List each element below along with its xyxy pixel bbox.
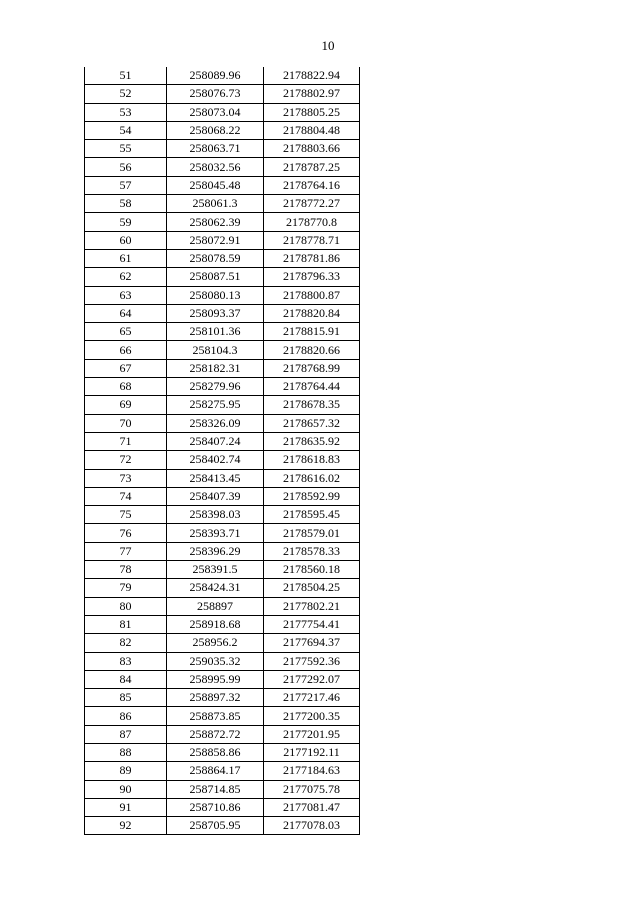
x-coordinate-cell: 258073.04 [167,103,264,121]
x-coordinate-cell: 258413.45 [167,469,264,487]
x-coordinate-cell: 258918.68 [167,615,264,633]
point-number-cell: 64 [85,304,167,322]
point-number-cell: 78 [85,561,167,579]
y-coordinate-cell: 2177292.07 [264,670,360,688]
y-coordinate-cell: 2178504.25 [264,579,360,597]
point-number-cell: 80 [85,597,167,615]
x-coordinate-cell: 258897 [167,597,264,615]
table-row [85,743,360,761]
x-coordinate-cell: 258078.59 [167,249,264,267]
x-coordinate-cell: 258956.2 [167,634,264,652]
y-coordinate-cell: 2178803.66 [264,140,360,158]
table-row [85,597,360,615]
point-number-cell: 86 [85,707,167,725]
table-row [85,378,360,396]
y-coordinate-cell: 2178616.02 [264,469,360,487]
table-row [85,231,360,249]
table-row [85,615,360,633]
y-coordinate-cell: 2177075.78 [264,780,360,798]
table-row [85,414,360,432]
y-coordinate-cell: 2178579.01 [264,524,360,542]
point-number-cell: 68 [85,378,167,396]
x-coordinate-cell: 258093.37 [167,304,264,322]
table-row [85,323,360,341]
y-coordinate-cell: 2178764.44 [264,378,360,396]
y-coordinate-cell: 2178805.25 [264,103,360,121]
table-row [85,579,360,597]
x-coordinate-cell: 258407.24 [167,432,264,450]
table-row [85,396,360,414]
table-row [85,689,360,707]
x-coordinate-cell: 258872.72 [167,725,264,743]
page-number: 10 [321,38,335,53]
x-coordinate-cell: 258089.96 [167,67,264,85]
point-number-cell: 66 [85,341,167,359]
y-coordinate-cell: 2177694.37 [264,634,360,652]
point-number-cell: 79 [85,579,167,597]
x-coordinate-cell: 258710.86 [167,798,264,816]
table-row [85,121,360,139]
y-coordinate-cell: 2178772.27 [264,195,360,213]
x-coordinate-cell: 258705.95 [167,817,264,835]
point-number-cell: 88 [85,743,167,761]
x-coordinate-cell: 258396.29 [167,542,264,560]
y-coordinate-cell: 2178820.84 [264,304,360,322]
table-row [85,158,360,176]
x-coordinate-cell: 258995.99 [167,670,264,688]
point-number-cell: 73 [85,469,167,487]
x-coordinate-cell: 258104.3 [167,341,264,359]
x-coordinate-cell: 258858.86 [167,743,264,761]
y-coordinate-cell: 2178820.66 [264,341,360,359]
table-row [85,67,360,85]
x-coordinate-cell: 258076.73 [167,85,264,103]
point-number-cell: 54 [85,121,167,139]
y-coordinate-cell: 2178657.32 [264,414,360,432]
point-number-cell: 52 [85,85,167,103]
table-row [85,341,360,359]
y-coordinate-cell: 2178796.33 [264,268,360,286]
table-row [85,524,360,542]
x-coordinate-cell: 258714.85 [167,780,264,798]
x-coordinate-cell: 258873.85 [167,707,264,725]
point-number-cell: 65 [85,323,167,341]
x-coordinate-cell: 258393.71 [167,524,264,542]
y-coordinate-cell: 2177201.95 [264,725,360,743]
y-coordinate-cell: 2178778.71 [264,231,360,249]
point-number-cell: 87 [85,725,167,743]
y-coordinate-cell: 2177802.21 [264,597,360,615]
x-coordinate-cell: 259035.32 [167,652,264,670]
y-coordinate-cell: 2177217.46 [264,689,360,707]
point-number-cell: 72 [85,451,167,469]
y-coordinate-cell: 2178578.33 [264,542,360,560]
y-coordinate-cell: 2178560.18 [264,561,360,579]
table-row [85,780,360,798]
y-coordinate-cell: 2177200.35 [264,707,360,725]
coordinate-table-body [85,67,360,835]
point-number-cell: 71 [85,432,167,450]
x-coordinate-cell: 258182.31 [167,359,264,377]
point-number-cell: 75 [85,506,167,524]
table-row [85,85,360,103]
point-number-cell: 58 [85,195,167,213]
x-coordinate-cell: 258275.95 [167,396,264,414]
point-number-cell: 77 [85,542,167,560]
y-coordinate-cell: 2178678.35 [264,396,360,414]
table-row [85,634,360,652]
y-coordinate-cell: 2178781.86 [264,249,360,267]
x-coordinate-cell: 258061.3 [167,195,264,213]
point-number-cell: 69 [85,396,167,414]
x-coordinate-cell: 258063.71 [167,140,264,158]
table-row [85,176,360,194]
y-coordinate-cell: 2178595.45 [264,506,360,524]
y-coordinate-cell: 2177754.41 [264,615,360,633]
point-number-cell: 70 [85,414,167,432]
x-coordinate-cell: 258407.39 [167,487,264,505]
point-number-cell: 53 [85,103,167,121]
x-coordinate-cell: 258080.13 [167,286,264,304]
table-row [85,561,360,579]
y-coordinate-cell: 2178800.87 [264,286,360,304]
y-coordinate-cell: 2178770.8 [264,213,360,231]
point-number-cell: 92 [85,817,167,835]
y-coordinate-cell: 2178768.99 [264,359,360,377]
y-coordinate-cell: 2177592.36 [264,652,360,670]
y-coordinate-cell: 2178804.48 [264,121,360,139]
point-number-cell: 51 [85,67,167,85]
x-coordinate-cell: 258068.22 [167,121,264,139]
y-coordinate-cell: 2178815.91 [264,323,360,341]
table-row [85,707,360,725]
point-number-cell: 83 [85,652,167,670]
point-number-cell: 55 [85,140,167,158]
point-number-cell: 82 [85,634,167,652]
x-coordinate-cell: 258062.39 [167,213,264,231]
x-coordinate-cell: 258398.03 [167,506,264,524]
x-coordinate-cell: 258072.91 [167,231,264,249]
point-number-cell: 89 [85,762,167,780]
point-number-cell: 63 [85,286,167,304]
table-row [85,195,360,213]
x-coordinate-cell: 258391.5 [167,561,264,579]
y-coordinate-cell: 2178635.92 [264,432,360,450]
y-coordinate-cell: 2177081.47 [264,798,360,816]
point-number-cell: 74 [85,487,167,505]
y-coordinate-cell: 2177078.03 [264,817,360,835]
table-row [85,817,360,835]
x-coordinate-cell: 258864.17 [167,762,264,780]
y-coordinate-cell: 2178822.94 [264,67,360,85]
point-number-cell: 91 [85,798,167,816]
y-coordinate-cell: 2178764.16 [264,176,360,194]
point-number-cell: 61 [85,249,167,267]
x-coordinate-cell: 258279.96 [167,378,264,396]
table-row [85,451,360,469]
point-number-cell: 62 [85,268,167,286]
x-coordinate-cell: 258045.48 [167,176,264,194]
point-number-cell: 57 [85,176,167,194]
table-row [85,652,360,670]
table-row [85,432,360,450]
table-row [85,249,360,267]
y-coordinate-cell: 2177192.11 [264,743,360,761]
table-row [85,268,360,286]
y-coordinate-cell: 2178618.83 [264,451,360,469]
x-coordinate-cell: 258326.09 [167,414,264,432]
point-number-cell: 85 [85,689,167,707]
table-row [85,213,360,231]
point-number-cell: 59 [85,213,167,231]
x-coordinate-cell: 258087.51 [167,268,264,286]
table-row [85,542,360,560]
point-number-cell: 84 [85,670,167,688]
y-coordinate-cell: 2177184.63 [264,762,360,780]
x-coordinate-cell: 258897.32 [167,689,264,707]
coordinate-table [84,67,360,835]
point-number-cell: 81 [85,615,167,633]
table-row [85,469,360,487]
point-number-cell: 67 [85,359,167,377]
table-row [85,359,360,377]
point-number-cell: 60 [85,231,167,249]
x-coordinate-cell: 258032.56 [167,158,264,176]
table-row [85,286,360,304]
x-coordinate-cell: 258402.74 [167,451,264,469]
table-row [85,798,360,816]
point-number-cell: 56 [85,158,167,176]
table-row [85,103,360,121]
x-coordinate-cell: 258424.31 [167,579,264,597]
point-number-cell: 76 [85,524,167,542]
x-coordinate-cell: 258101.36 [167,323,264,341]
y-coordinate-cell: 2178787.25 [264,158,360,176]
table-row [85,670,360,688]
table-row [85,304,360,322]
table-row [85,725,360,743]
table-row [85,487,360,505]
y-coordinate-cell: 2178592.99 [264,487,360,505]
table-row [85,762,360,780]
y-coordinate-cell: 2178802.97 [264,85,360,103]
point-number-cell: 90 [85,780,167,798]
table-row [85,506,360,524]
table-row [85,140,360,158]
